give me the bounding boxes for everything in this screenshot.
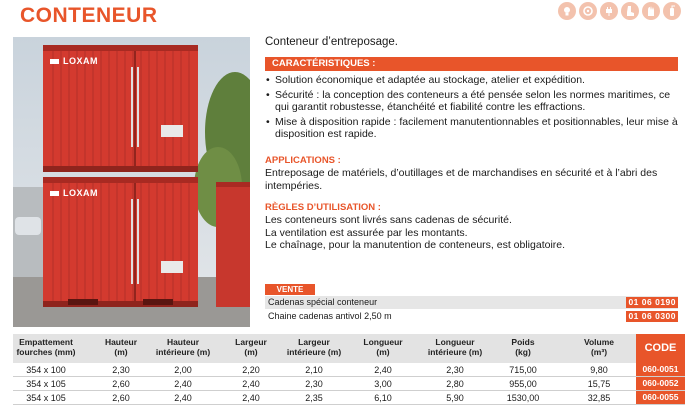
table-cell: 2,40 xyxy=(242,393,260,403)
tools-icon xyxy=(579,2,597,20)
photo-brand-bottom: LOXAM xyxy=(63,188,98,198)
table-cell: 2,20 xyxy=(242,365,260,375)
applications-heading: APPLICATIONS : xyxy=(265,155,341,166)
table-row xyxy=(13,363,685,377)
table-cell: 2,35 xyxy=(305,393,323,403)
table-cell: 2,30 xyxy=(305,379,323,389)
vente-item-name: Chaine cadenas antivol 2,50 m xyxy=(268,311,392,321)
table-cell: 955,00 xyxy=(509,379,537,389)
applications-text: Entreposage de matériels, d’outillages et de marchandises en sécurité et à l’abri des intempéries. xyxy=(265,167,658,192)
product-code: 060-0052 xyxy=(636,377,685,390)
lightbulb-icon xyxy=(558,2,576,20)
table-cell: 354 x 105 xyxy=(26,379,66,389)
header-hauteur-int: Hauteur intérieure (m) xyxy=(155,337,211,357)
page-title: CONTENEUR xyxy=(20,4,158,27)
header-largeur-int: Largeur intérieure (m) xyxy=(286,337,342,357)
table-cell: 715,00 xyxy=(509,365,537,375)
product-code: 060-0051 xyxy=(636,363,685,376)
regles-line: Le chaînage, pour la manutention de conteneurs, est obligatoire. xyxy=(265,239,566,251)
table-cell: 2,30 xyxy=(112,365,130,375)
table-cell: 2,40 xyxy=(374,365,392,375)
product-description: Conteneur d’entreposage. xyxy=(265,36,398,48)
table-header xyxy=(13,334,685,363)
header-icons xyxy=(558,2,681,20)
regles-heading: RÈGLES D’UTILISATION : xyxy=(265,202,381,213)
table-cell: 6,10 xyxy=(374,393,392,403)
header-longueur: Longueur (m) xyxy=(363,337,403,357)
list-item: • Solution économique et adaptée au stockage, atelier et expédition. xyxy=(265,74,685,87)
table-cell: 9,80 xyxy=(590,365,608,375)
table-cell: 354 x 100 xyxy=(26,365,66,375)
regles-text xyxy=(265,214,685,252)
extinguisher-icon xyxy=(663,2,681,20)
header-empattement: Empattement fourches (mm) xyxy=(16,337,76,357)
caracteristiques-heading: CARACTÉRISTIQUES : xyxy=(265,57,678,71)
vente-label: VENTE xyxy=(265,284,315,295)
spec-table xyxy=(13,334,685,405)
table-cell: 2,40 xyxy=(174,379,192,389)
table-cell: 2,60 xyxy=(112,379,130,389)
vente-item-code: 01 06 0300 xyxy=(628,311,676,321)
list-item: • Mise à disposition rapide : facilement manutentionnables et positionnables, leur mise à disposition est rapide. xyxy=(265,116,685,141)
vente-item-name: Cadenas spécial conteneur xyxy=(268,297,378,307)
gloves-icon xyxy=(642,2,660,20)
header-longueur-int: Longueur intérieure (m) xyxy=(427,337,483,357)
table-cell: 2,40 xyxy=(174,393,192,403)
vente-item-code: 01 06 0190 xyxy=(628,297,676,307)
header-poids: Poids (kg) xyxy=(511,337,535,357)
boot-icon xyxy=(621,2,639,20)
table-cell: 3,00 xyxy=(374,379,392,389)
table-cell: 15,75 xyxy=(587,379,611,389)
product-photo xyxy=(13,37,250,327)
header-code: CODE xyxy=(636,334,685,363)
plug-icon xyxy=(600,2,618,20)
table-row xyxy=(13,391,685,405)
product-code: 060-0055 xyxy=(636,391,685,404)
table-cell: 2,80 xyxy=(446,379,464,389)
regles-line: La ventilation est assurée par les montants. xyxy=(265,226,468,239)
header-largeur: Largeur (m) xyxy=(235,337,267,357)
list-item: • Sécurité : la conception des conteneurs a été pensée selon les normes maritimes, ce qui garantit robustesse, étanchéité et fiabilité contre les effractions. xyxy=(265,89,685,114)
table-row xyxy=(13,377,685,391)
table-cell: 2,00 xyxy=(174,365,192,375)
table-cell: 5,90 xyxy=(446,393,464,403)
photo-brand-top: LOXAM xyxy=(63,56,98,66)
vente-row xyxy=(265,296,678,309)
table-cell: 1530,00 xyxy=(506,393,540,403)
table-cell: 2,10 xyxy=(305,365,323,375)
vente-row xyxy=(265,310,678,323)
table-cell: 354 x 105 xyxy=(26,393,66,403)
table-cell: 32,85 xyxy=(587,393,611,403)
table-cell: 2,40 xyxy=(242,379,260,389)
regles-line: Les conteneurs sont livrés sans cadenas de sécurité. xyxy=(265,214,512,226)
caracteristiques-list xyxy=(265,74,685,143)
table-cell: 2,30 xyxy=(446,365,464,375)
header-volume: Volume (m³) xyxy=(583,337,615,357)
header-hauteur: Hauteur (m) xyxy=(104,337,138,357)
table-cell: 2,60 xyxy=(112,393,130,403)
